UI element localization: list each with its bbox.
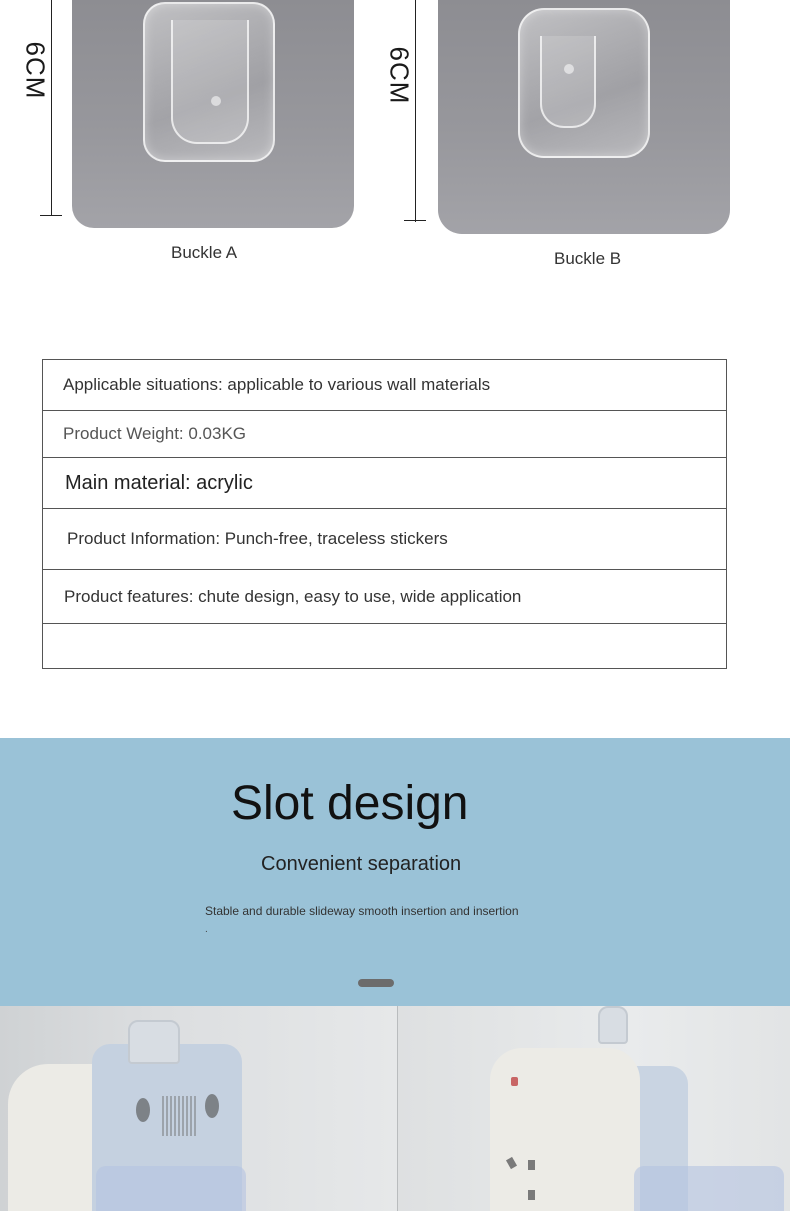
socket-slot [528,1160,535,1170]
spec-row-material [43,458,726,509]
label-sticker [162,1096,198,1136]
mount-hole [205,1094,219,1118]
spec-material-text: Main material: acrylic [65,471,253,494]
hook-icon [128,1020,180,1064]
caption-buckle-a: Buckle A [171,243,238,262]
dimension-label: 6CM [20,41,51,100]
hook-slot [564,64,574,74]
hook-icon [598,1006,628,1044]
adhesive-pad [96,1166,246,1211]
adhesive-pad [634,1166,784,1211]
power-strip-image [398,1006,790,1211]
ruler-tick [404,220,426,221]
socket-slot [528,1190,535,1200]
slot-design-banner [0,738,790,1006]
spec-row-information [43,509,726,570]
spec-row-applicable [43,360,726,411]
indicator-light [511,1077,518,1086]
spec-applicable-text: Applicable situations: applicable to various wall materials [63,375,491,394]
carousel-indicator[interactable] [358,979,394,987]
spec-features-text: Product features: chute design, easy to use, wide application [64,586,522,606]
hook-icon [518,8,650,158]
banner-description: Stable and durable slideway smooth insertion and insertion [205,904,519,918]
hook-channel [540,36,596,128]
mount-hole [136,1098,150,1122]
banner-dot: . [205,924,208,935]
power-strip-image [0,1006,397,1211]
ruler-icon [51,0,52,216]
hook-channel [171,20,249,144]
spec-information-text: Product Information: Punch-free, traceless stickers [67,529,448,548]
hook-slot [211,96,221,106]
spec-row-weight [43,411,726,458]
banner-subtitle: Convenient separation [261,853,462,875]
spec-row-empty [43,624,726,669]
spec-table [42,359,727,669]
caption-buckle-b: Buckle B [554,249,622,268]
spec-row-features [43,570,726,624]
ruler-tick [40,215,62,216]
power-strip-body [490,1048,640,1211]
banner-title: Slot design [231,777,469,830]
spec-weight-text: Product Weight: 0.03KG [63,424,247,443]
ruler-icon [415,0,416,222]
dimension-label: 6CM [384,46,415,105]
hook-icon [143,2,275,162]
